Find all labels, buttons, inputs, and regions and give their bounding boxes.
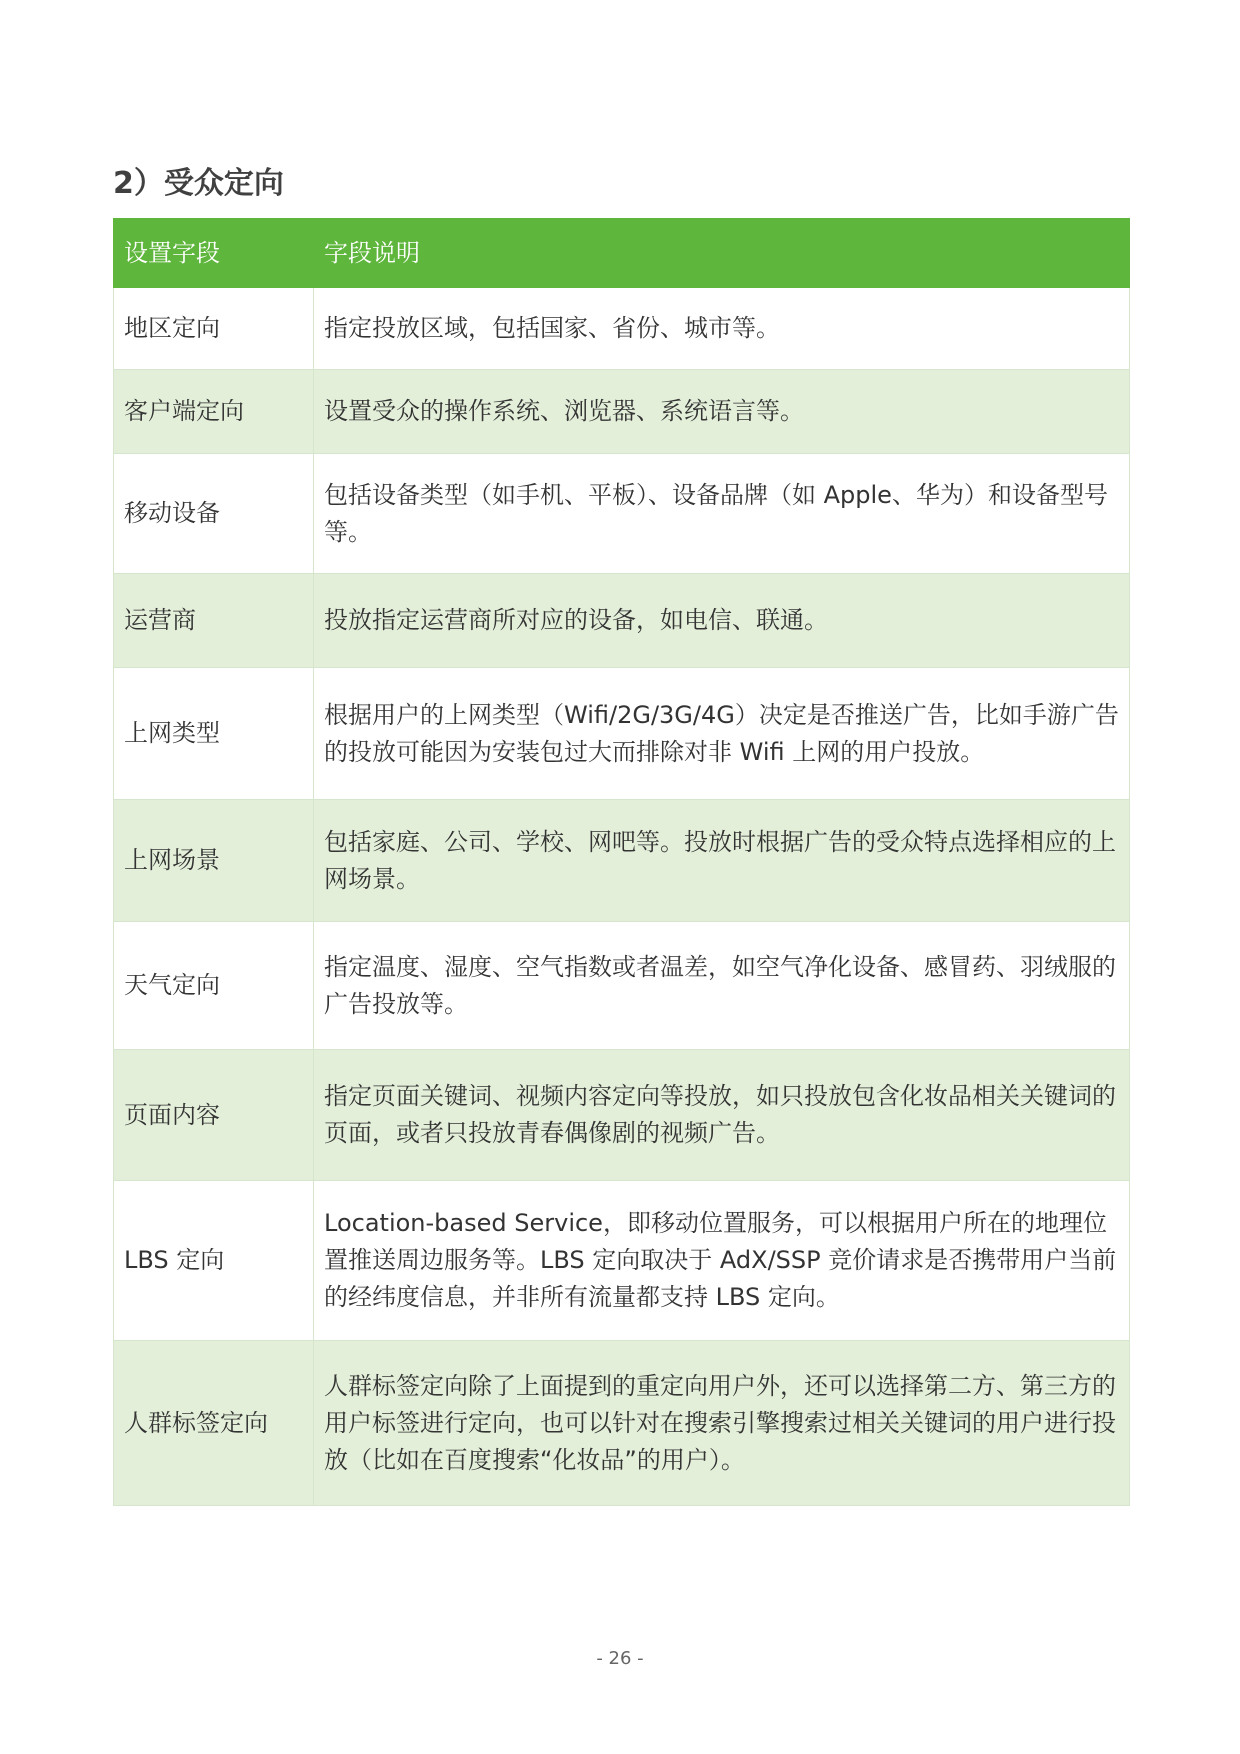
table-row (114, 922, 1130, 1050)
field-cell: 客户端定向 (114, 370, 314, 454)
description-cell: 指定投放区域，包括国家、省份、城市等。 (314, 288, 1130, 370)
description-cell: Location-based Service，即移动位置服务，可以根据用户所在的地理位置推送周边服务等。LBS 定向取决于 AdX/SSP 竞价请求是否携带用户当前的经纬度信息，并非所有流量都支持 LBS 定向。 (314, 1181, 1130, 1341)
table-row (114, 668, 1130, 800)
field-cell: 运营商 (114, 574, 314, 668)
table-row (114, 454, 1130, 574)
page-number: - 26 - (596, 1648, 644, 1669)
field-cell: LBS 定向 (114, 1181, 314, 1341)
description-cell: 包括家庭、公司、学校、网吧等。投放时根据广告的受众特点选择相应的上网场景。 (314, 800, 1130, 922)
column-header-field: 设置字段 (114, 219, 314, 288)
field-cell: 上网类型 (114, 668, 314, 800)
description-cell: 投放指定运营商所对应的设备，如电信、联通。 (314, 574, 1130, 668)
field-cell: 天气定向 (114, 922, 314, 1050)
table-row (114, 1050, 1130, 1181)
field-cell: 地区定向 (114, 288, 314, 370)
description-cell: 设置受众的操作系统、浏览器、系统语言等。 (314, 370, 1130, 454)
table-row (114, 370, 1130, 454)
field-cell: 移动设备 (114, 454, 314, 574)
table-row (114, 574, 1130, 668)
description-cell: 人群标签定向除了上面提到的重定向用户外，还可以选择第二方、第三方的用户标签进行定向，也可以针对在搜索引擎搜索过相关关键词的用户进行投放（比如在百度搜索“化妆品”的用户）。 (314, 1341, 1130, 1506)
table-row (114, 288, 1130, 370)
table-row (114, 800, 1130, 922)
field-cell: 页面内容 (114, 1050, 314, 1181)
description-cell: 指定页面关键词、视频内容定向等投放，如只投放包含化妆品相关关键词的页面，或者只投放青春偶像剧的视频广告。 (314, 1050, 1130, 1181)
description-cell: 指定温度、湿度、空气指数或者温差，如空气净化设备、感冒药、羽绒服的广告投放等。 (314, 922, 1130, 1050)
field-cell: 上网场景 (114, 800, 314, 922)
description-cell: 包括设备类型（如手机、平板）、设备品牌（如 Apple、华为）和设备型号等。 (314, 454, 1130, 574)
field-cell: 人群标签定向 (114, 1341, 314, 1506)
table-row (114, 1341, 1130, 1506)
table-header-row (114, 219, 1130, 288)
table-row (114, 1181, 1130, 1341)
description-cell: 根据用户的上网类型（Wifi/2G/3G/4G）决定是否推送广告，比如手游广告的投放可能因为安装包过大而排除对非 Wifi 上网的用户投放。 (314, 668, 1130, 800)
targeting-table (113, 218, 1130, 1506)
column-header-description: 字段说明 (314, 219, 1130, 288)
section-title: 2）受众定向 (113, 166, 284, 201)
